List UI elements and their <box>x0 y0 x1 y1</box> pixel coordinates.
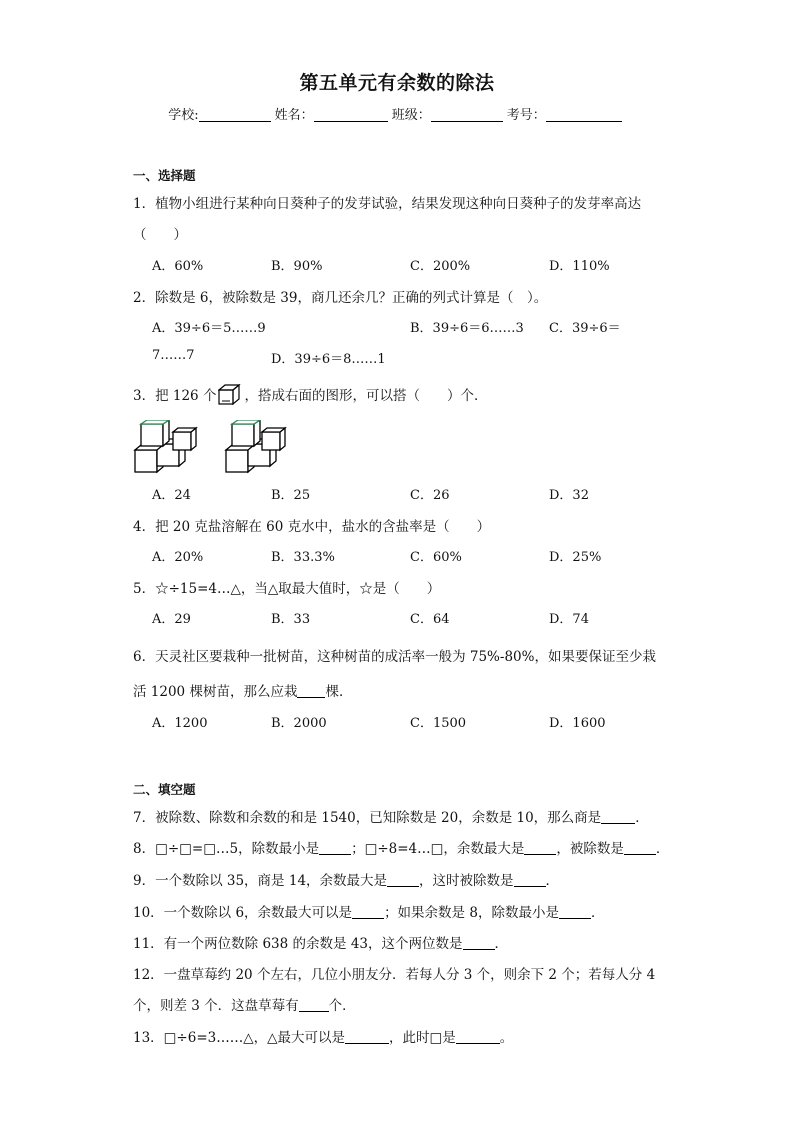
question-9 <box>133 869 559 889</box>
question-6-line2 <box>133 680 352 700</box>
question-4-text: 4．把 20 克盐溶解在 60 克水中，盐水的含盐率是（ ） <box>133 519 491 535</box>
question-8-part1: 8．□÷□=□…5，除数最小是 <box>133 841 320 857</box>
q8-blank-3[interactable] <box>624 841 656 855</box>
q10-blank-2[interactable] <box>559 905 591 919</box>
section-title-fill: 二、填空题 <box>133 782 196 797</box>
question-13-part2: ，此时□是 <box>389 1030 456 1046</box>
q1-option-d[interactable]: D．110% <box>549 259 610 274</box>
question-10-part1: 10．一个数除以 6，余数最大可以是 <box>133 905 353 921</box>
page-title: 第五单元有余数的除法 <box>299 72 495 94</box>
q1-option-b[interactable]: B．90% <box>271 259 323 274</box>
question-12-end: 个． <box>328 998 356 1014</box>
question-12-line2-pre: 个，则差 3 个．这盘草莓有 <box>133 998 299 1014</box>
q4-option-a[interactable]: A．20% <box>152 550 204 565</box>
q6-answer-blank[interactable] <box>297 684 325 698</box>
question-11-text: 11．有一个两位数除 638 的余数是 43，这个两位数是 <box>133 936 463 952</box>
section-title-choice: 一、选择题 <box>133 168 196 183</box>
question-8-end: ． <box>655 841 670 857</box>
q12-answer-blank[interactable] <box>299 998 329 1012</box>
q3-option-a[interactable]: A．24 <box>152 488 191 503</box>
q6-option-d[interactable]: D．1600 <box>549 716 606 731</box>
question-1-paren: （ ） <box>133 227 187 243</box>
q3-option-d[interactable]: D．32 <box>549 488 589 503</box>
q4-option-c[interactable]: C．60% <box>410 550 462 565</box>
q2-option-b[interactable]: B．39÷6＝6……3 <box>410 321 524 336</box>
question-10-end: ． <box>590 905 605 921</box>
q7-answer-blank[interactable] <box>601 810 635 824</box>
question-6-line2-post: 棵． <box>325 684 353 700</box>
school-field[interactable] <box>199 107 271 122</box>
q6-option-c[interactable]: C．1500 <box>410 716 467 731</box>
class-label: 班级： <box>391 108 431 123</box>
q6-option-a[interactable]: A．1200 <box>152 716 208 731</box>
q1-option-c[interactable]: C．200% <box>410 259 471 274</box>
question-12-line2 <box>133 994 356 1014</box>
question-13-part1: 13．□÷6=3……△，△最大可以是 <box>133 1030 345 1046</box>
q3-option-c[interactable]: C．26 <box>410 488 450 503</box>
question-7-text: 7．被除数、除数和余数的和是 1540，已知除数是 20，余数是 10，那么商是 <box>133 810 602 826</box>
question-3-pre: 3．把 126 个 <box>133 388 217 404</box>
question-12-text: 12．一盘草莓约 20 个左右，几位小朋友分．若每人分 3 个，则余下 2 个；若每人分 4 <box>133 967 656 983</box>
question-8 <box>133 837 669 857</box>
q3-option-b[interactable]: B．25 <box>271 488 311 503</box>
question-11 <box>133 932 508 952</box>
q13-blank-1[interactable] <box>345 1030 389 1044</box>
number-label: 考号： <box>506 108 546 123</box>
student-info-row <box>0 104 794 123</box>
q9-blank-1[interactable] <box>387 873 419 887</box>
cube-icon <box>218 384 242 406</box>
question-1-text: 1．植物小组进行某种向日葵种子的发芽试验，结果发现这种向日葵种子的发芽率高达 <box>133 196 642 212</box>
q6-option-b[interactable]: B．2000 <box>271 716 327 731</box>
number-field[interactable] <box>546 107 622 122</box>
question-3-text <box>133 384 487 406</box>
question-11-end: ． <box>494 936 508 952</box>
question-7-end: ． <box>635 810 649 826</box>
q5-option-c[interactable]: C．64 <box>410 612 450 627</box>
q4-option-b[interactable]: B．33.3% <box>271 550 335 565</box>
question-9-end: ． <box>545 873 560 889</box>
question-5-text: 5．☆÷15=4…△，当△取最大值时，☆是（ ） <box>133 581 441 597</box>
q5-option-d[interactable]: D．74 <box>549 612 589 627</box>
cube-figure-right <box>224 420 290 474</box>
question-9-part1: 9．一个数除以 35，商是 14，余数最大是 <box>133 873 388 889</box>
q5-option-a[interactable]: A．29 <box>152 612 191 627</box>
question-13-end: 。 <box>499 1030 514 1046</box>
question-10-part2: ；如果余数是 8，除数最小是 <box>384 905 559 921</box>
q9-blank-2[interactable] <box>514 873 546 887</box>
question-2-text: 2．除数是 6，被除数是 39，商几还余几？正确的列式计算是（ ）。 <box>133 290 548 306</box>
q4-option-d[interactable]: D．25% <box>549 550 602 565</box>
q10-blank-1[interactable] <box>352 905 384 919</box>
question-10 <box>133 901 604 921</box>
q1-option-a[interactable]: A．60% <box>152 259 204 274</box>
name-label: 姓名： <box>274 108 314 123</box>
question-6-line2-pre: 活 1200 棵树苗，那么应栽 <box>133 684 298 700</box>
q13-blank-2[interactable] <box>456 1030 500 1044</box>
q5-option-b[interactable]: B．33 <box>271 612 311 627</box>
q8-blank-2[interactable] <box>524 841 556 855</box>
cube-figure-left <box>133 420 199 474</box>
name-field[interactable] <box>314 107 388 122</box>
question-8-part2: ；□÷8=4…□，余数最大是 <box>351 841 525 857</box>
school-label: 学校: <box>168 108 199 123</box>
class-field[interactable] <box>431 107 503 122</box>
q11-answer-blank[interactable] <box>463 936 495 950</box>
q2-option-a[interactable]: A．39÷6＝5……9 <box>152 321 266 336</box>
question-7 <box>133 806 649 826</box>
q8-blank-1[interactable] <box>319 841 351 855</box>
question-9-part2: ，这时被除数是 <box>419 873 514 889</box>
q2-option-c-continued: 7……7 <box>152 348 195 363</box>
question-13 <box>133 1026 513 1046</box>
question-8-part3: ，被除数是 <box>556 841 624 857</box>
q2-option-c[interactable]: C．39÷6＝ <box>549 321 621 336</box>
question-6-text: 6．天灵社区要栽种一批树苗，这种树苗的成活率一般为 75%-80%，如果要保证至少栽 <box>133 649 656 665</box>
q2-option-d[interactable]: D．39÷6＝8……1 <box>271 352 386 367</box>
question-3-post: ，搭成右面的图形，可以搭（ ）个． <box>244 388 488 404</box>
